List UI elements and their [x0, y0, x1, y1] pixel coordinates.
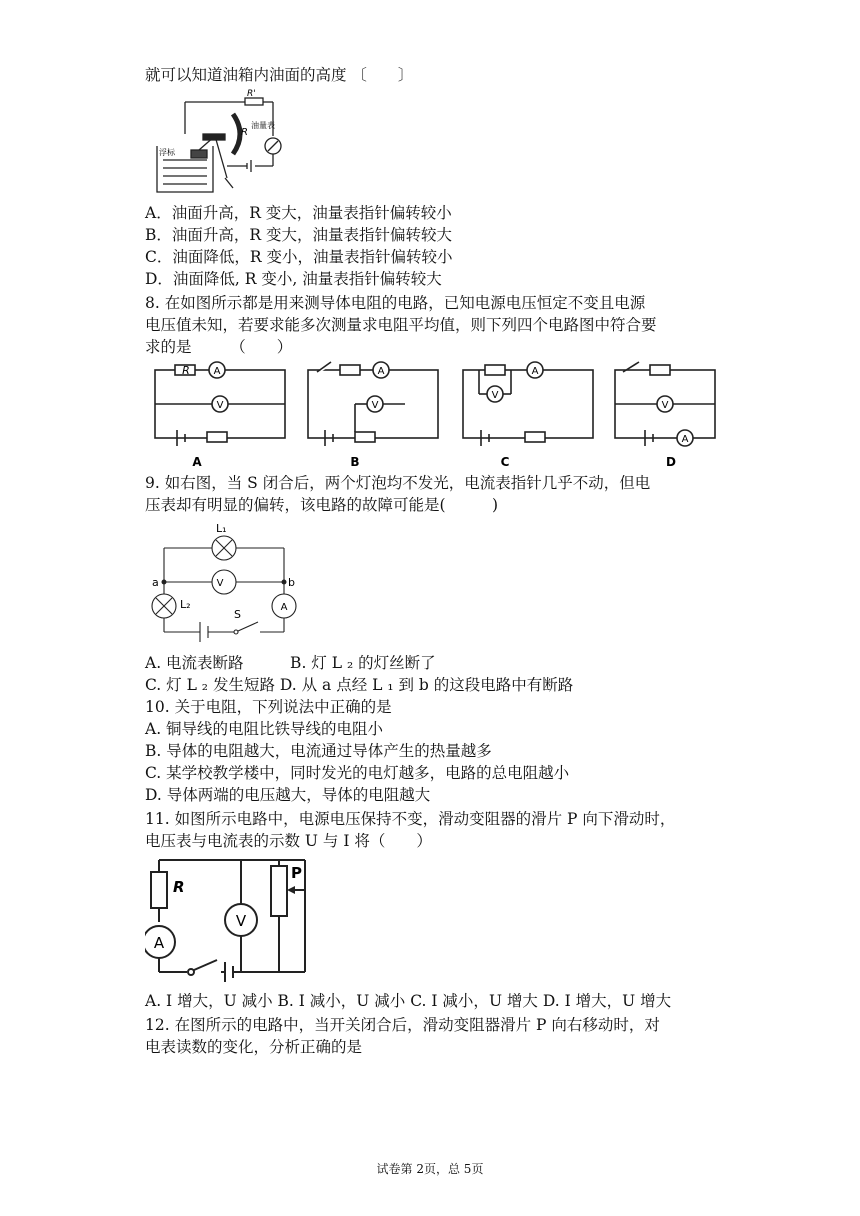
q8b-v-label: V: [371, 400, 379, 411]
q11-p-label: P: [291, 864, 302, 882]
q9-a-label: A: [280, 602, 288, 613]
q8-circuits-figure: [145, 360, 717, 470]
question-12-line1: 12. 在图所示的电路中，当开关闭合后，滑动变阻器滑片 P 向右移动时，对: [145, 1016, 660, 1034]
q8a-v-label: V: [216, 400, 224, 411]
option-a: A．油面升高，R 变大，油量表指针偏转较小: [145, 204, 452, 222]
question-8-line3: 求的是 （ ）: [145, 338, 293, 356]
question-9-line2: 压表却有明显的偏转，该电路的故障可能是( ): [145, 496, 499, 514]
question-stem-continuation: 就可以知道油箱内油面的高度 〔 〕: [145, 66, 414, 84]
q9-s-label: S: [234, 608, 241, 621]
q8-label-a: A: [192, 455, 202, 469]
q9-circuit-figure: [150, 518, 300, 644]
gauge-label: 油量表: [251, 121, 275, 130]
q9-l2-label: L₂: [180, 598, 191, 611]
question-12-line2: 电表读数的变化，分析正确的是: [145, 1038, 363, 1056]
q8b-a-label: A: [377, 366, 385, 377]
q8a-r-label: R: [182, 364, 190, 377]
question-11-line2: 电压表与电流表的示数 U 与 I 将（ ）: [145, 832, 432, 850]
q11-options: A. I 增大，U 减小 B. I 减小，U 减小 C. I 减小，U 增大 D. I 增大，U 增大: [145, 992, 672, 1010]
question-9-line1: 9. 如右图，当 S 闭合后，两个灯泡均不发光，电流表指针几乎不动，但电: [145, 474, 651, 492]
q8d-a-label: A: [681, 434, 689, 445]
q9-v-label: V: [216, 578, 224, 589]
q8-label-d: D: [666, 455, 676, 469]
question-11-line1: 11. 如图所示电路中，电源电压保持不变，滑动变阻器的滑片 P 向下滑动时，: [145, 810, 676, 828]
q11-v-label: V: [235, 912, 247, 930]
q8c-v-label: V: [491, 390, 499, 401]
q9-point-b: b: [288, 576, 295, 589]
q10-option-b: B. 导体的电阻越大，电流通过导体产生的热量越多: [145, 742, 492, 760]
q8d-v-label: V: [661, 400, 669, 411]
float-label: 浮标: [159, 148, 175, 157]
q10-option-d: D. 导体两端的电压越大，导体的电阻越大: [145, 786, 431, 804]
q11-r-label: R: [173, 878, 185, 896]
q10-option-c: C. 某学校教学楼中，同时发光的电灯越多，电路的总电阻越小: [145, 764, 570, 782]
q8-label-b: B: [350, 455, 360, 469]
page-footer: 试卷第 2页，总 5页: [376, 1162, 484, 1176]
q10-option-a: A. 铜导线的电阻比铁导线的电阻小: [145, 720, 384, 738]
r-prime-label: R': [247, 89, 256, 99]
oil-gauge-figure: [155, 88, 285, 194]
q9-options-ab: A. 电流表断路 B. 灯 L ₂ 的灯丝断了: [145, 654, 436, 672]
q8a-a-label: A: [213, 366, 221, 377]
question-8-line1: 8. 在如图所示都是用来测导体电阻的电路，已知电源电压恒定不变且电源: [145, 294, 646, 312]
q9-point-a: a: [152, 576, 159, 589]
r-label: R: [241, 127, 248, 138]
q9-l1-label: L₁: [216, 522, 227, 535]
option-d: D．油面降低, R 变小, 油量表指针偏转较大: [145, 270, 442, 288]
q8-label-c: C: [500, 455, 510, 469]
q11-circuit-figure: [145, 856, 317, 984]
question-10: 10. 关于电阻，下列说法中正确的是: [145, 698, 392, 716]
q11-a-label: A: [153, 934, 165, 952]
q9-options-cd: C. 灯 L ₂ 发生短路 D. 从 a 点经 L ₁ 到 b 的这段电路中有断路: [145, 676, 574, 694]
option-c: C．油面降低，R 变小，油量表指针偏转较小: [145, 248, 453, 266]
question-8-line2: 电压值未知，若要求能多次测量求电阻平均值，则下列四个电路图中符合要: [145, 316, 657, 334]
q8c-a-label: A: [531, 366, 539, 377]
option-b: B．油面升高，R 变大，油量表指针偏转较大: [145, 226, 452, 244]
